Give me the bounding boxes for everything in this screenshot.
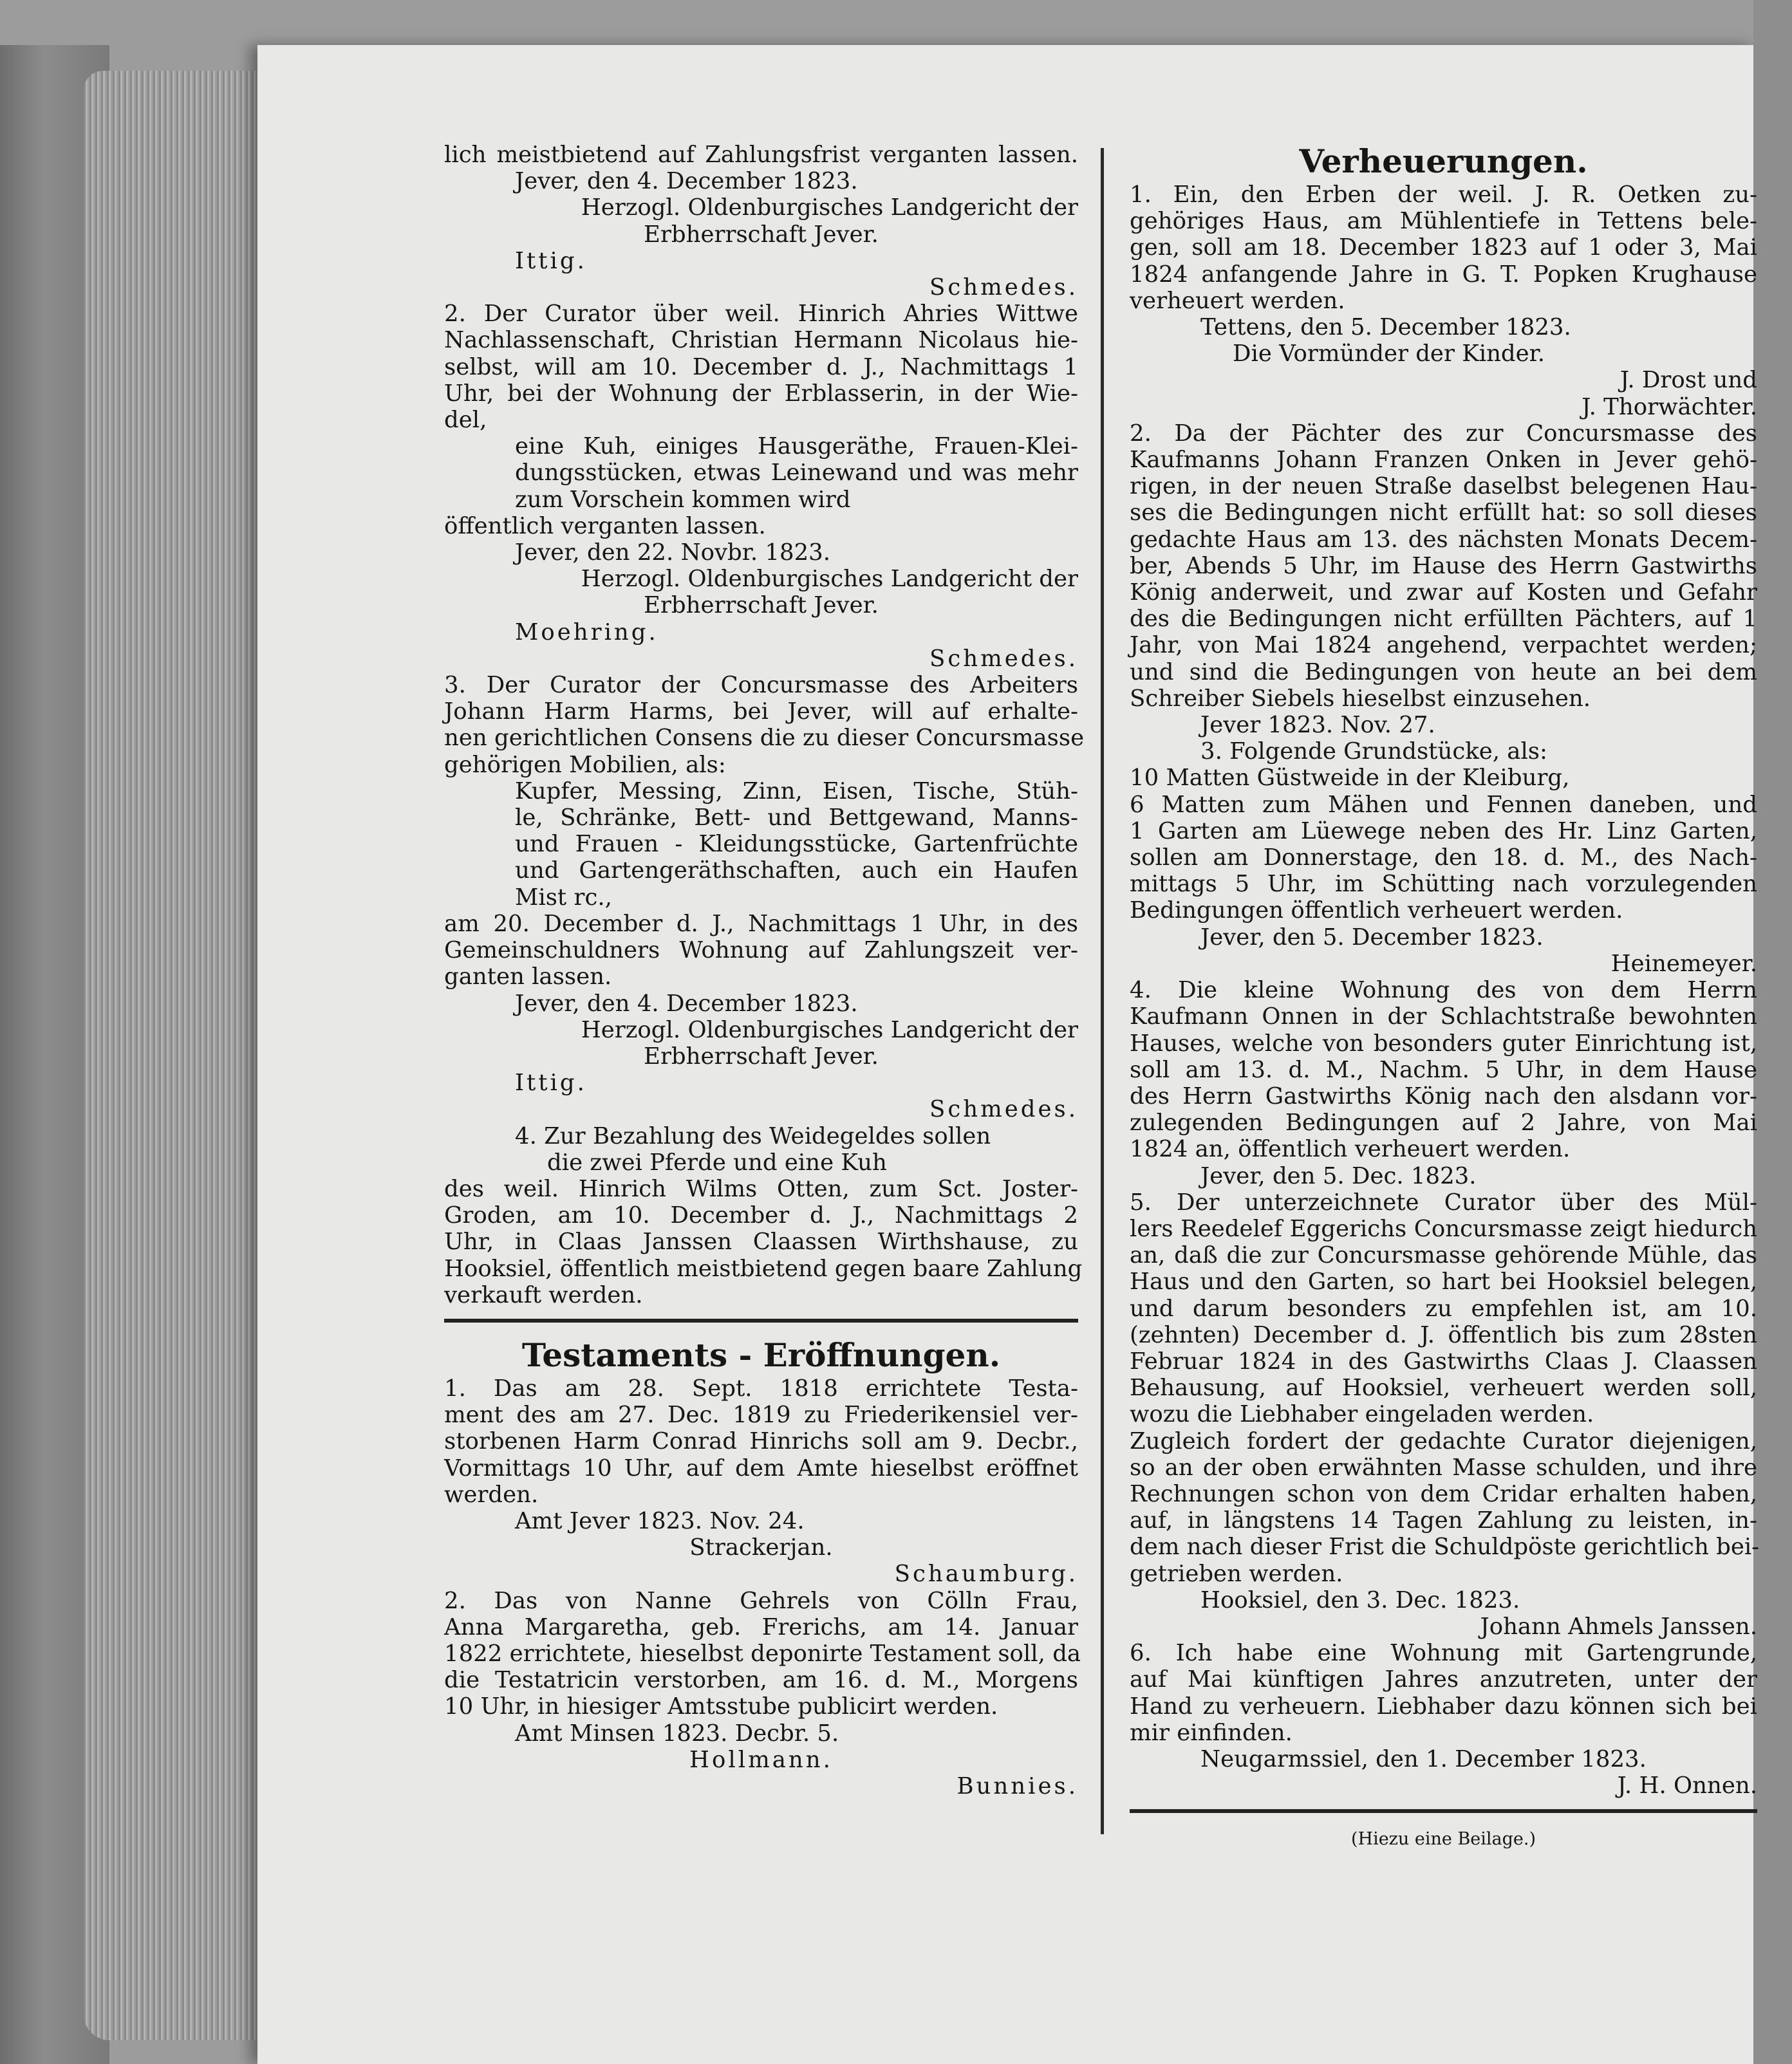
text-line: am 20. December d. J., Nachmittags 1 Uhr, in des (444, 910, 1078, 937)
text-line: J. H. Onnen. (1617, 1772, 1757, 1799)
text-line: dem nach dieser Frist die Schuldpöste gerichtlich bei- (1130, 1534, 1760, 1561)
text-line: Februar 1824 in des Gastwirths Claas J. Claassen (1130, 1348, 1757, 1375)
section-divider (444, 1319, 1078, 1323)
text-line: 1 Garten am Lüewege neben des Hr. Linz Garten, (1130, 817, 1757, 844)
testament-notices (444, 1375, 1081, 1799)
text-line: Herzogl. Oldenburgisches Landgericht der (581, 566, 1078, 593)
text-line: so an der oben erwähnten Masse schulden, und ihre (1130, 1454, 1757, 1481)
text-line: 2. Der Curator über weil. Hinrich Ahries Wittwe (444, 301, 1078, 328)
text-line: Hooksiel, öffentlich meistbietend gegen baare Zahlung (444, 1255, 1083, 1282)
text-line: Herzogl. Oldenburgisches Landgericht der (581, 1016, 1078, 1043)
text-line: Erbherrschaft Jever. (644, 221, 879, 248)
text-line: verheuert werden. (1130, 287, 1345, 314)
text-line: 2. Das von Nanne Gehrels von Cölln Frau, (444, 1587, 1078, 1614)
text-line: Neugarmssiel, den 1. December 1823. (1200, 1745, 1647, 1772)
text-line: werden. (444, 1481, 539, 1508)
text-line: auf Mai künftigen Jahres anzutreten, unter der (1130, 1666, 1757, 1693)
text-line: Vormittags 10 Uhr, auf dem Amte hieselbst eröffnet (444, 1455, 1078, 1482)
text-line: (zehnten) December d. J. öffentlich bis zum 28sten (1130, 1321, 1757, 1348)
text-line: le, Schränke, Bett- und Bettgewand, Manns- (515, 804, 1078, 832)
text-line: del, (444, 407, 487, 434)
text-line: des Herrn Gastwirths König nach den alsdann vor- (1130, 1083, 1757, 1110)
page-edges (84, 71, 270, 2040)
text-line: Behausung, auf Hooksiel, verheuert werden soll, (1130, 1375, 1757, 1402)
text-line: Herzogl. Oldenburgisches Landgericht der (581, 194, 1078, 221)
text-line: 1. Ein, den Erben der weil. J. R. Oetken zu- (1130, 181, 1757, 208)
text-line: an, daß die zur Concursmasse gehörende Mühle, das (1130, 1242, 1757, 1269)
text-line: Kupfer, Messing, Zinn, Eisen, Tische, Stüh- (515, 777, 1078, 804)
text-line: verkauft werden. (444, 1281, 643, 1308)
text-line: 10 Uhr, in hiesiger Amtsstube publicirt werden. (444, 1693, 998, 1720)
text-line: des die Bedingungen nicht erfüllten Pächters, auf 1 (1130, 606, 1757, 633)
text-line: Uhr, in Claas Janssen Claassen Wirthshause, zu (444, 1229, 1078, 1256)
text-line: 4. Die kleine Wohnung des von dem Herrn (1130, 977, 1757, 1004)
text-line: Heinemeyer. (1610, 950, 1757, 977)
text-line: Schmedes. (929, 645, 1078, 672)
text-line: 4. Zur Bezahlung des Weidegeldes sollen (515, 1122, 991, 1149)
text-line: Mist rc., (515, 884, 612, 911)
text-line: 3. Der Curator der Concursmasse des Arbeiters (444, 672, 1078, 699)
text-line: ment des am 27. Dec. 1819 zu Friederikensiel ver- (444, 1402, 1078, 1429)
right-column (1130, 142, 1760, 1853)
text-line: und Gartengeräthschaften, auch ein Haufen (515, 857, 1078, 884)
text-line: Schreiber Siebels hieselbst einzusehen. (1130, 685, 1591, 712)
text-line: 6. Ich habe eine Wohnung mit Gartengrunde, (1130, 1640, 1757, 1667)
text-line: nen gerichtlichen Consens die zu dieser Concursmasse (444, 725, 1085, 752)
text-line: Erbherrschaft Jever. (644, 592, 879, 619)
text-line: Kaufmanns Johann Franzen Onken in Jever gehö- (1130, 447, 1757, 474)
text-line: J. Drost und (1619, 367, 1757, 394)
text-line: Uhr, bei der Wohnung der Erblasserin, in der Wie- (444, 380, 1078, 407)
text-line: Haus und den Garten, so hart bei Hooksiel belegen, (1130, 1269, 1757, 1296)
text-line: 6 Matten zum Mähen und Fennen daneben, und (1130, 791, 1757, 818)
text-line: 1. Das am 28. Sept. 1818 errichtete Testa- (444, 1375, 1078, 1402)
text-line: Erbherrschaft Jever. (644, 1043, 879, 1070)
text-line: Strackerjan. (689, 1534, 833, 1561)
text-line: eine Kuh, einiges Hausgeräthe, Frauen-Klei- (515, 433, 1078, 460)
left-notices (444, 142, 1085, 1308)
text-line: zulegenden Bedingungen auf 2 Jahre, von Mai (1130, 1110, 1757, 1137)
text-line: 1824 an, öffentlich verheuert werden. (1130, 1136, 1571, 1163)
text-line: und sind die Bedingungen von heute an bei dem (1130, 658, 1757, 685)
text-line: mir einfinden. (1130, 1719, 1293, 1746)
text-line: gedachte Haus am 13. des nächsten Monats Decem- (1130, 526, 1757, 553)
text-line: lers Reedelef Eggerichs Concursmasse zeigt hiedurch (1130, 1215, 1757, 1242)
text-line: sollen am Donnerstage, den 18. d. M., des Nach- (1130, 844, 1757, 871)
text-line: zum Vorschein kommen wird (515, 486, 851, 513)
text-line: gehöriges Haus, am Mühlentiefe in Tettens bele- (1130, 208, 1757, 235)
text-line: gen, soll am 18. December 1823 auf 1 oder 3, Mai (1130, 234, 1757, 261)
text-line: ber, Abends 5 Uhr, im Hause des Herrn Gastwirths (1130, 552, 1757, 579)
text-line: lich meistbietend auf Zahlungsfrist verganten lassen. (444, 142, 1078, 168)
text-line: 1822 errichtete, hieselbst deponirte Testament soll, da (444, 1640, 1081, 1667)
text-line: König anderweit, und zwar auf Kosten und Gefahr (1130, 579, 1757, 606)
text-line: Moehring. (515, 618, 658, 646)
text-line: Hooksiel, den 3. Dec. 1823. (1200, 1586, 1520, 1613)
section-heading-testaments: Testaments - Eröffnungen. (521, 1335, 1001, 1374)
text-line: selbst, will am 10. December d. J., Nachmittags 1 (444, 353, 1078, 380)
text-line: Hand zu verheuern. Liebhaber dazu können sich bei (1130, 1693, 1757, 1720)
text-line: Jever, den 4. December 1823. (515, 990, 858, 1017)
text-line: Nachlassenschaft, Christian Hermann Nicolaus hie- (444, 327, 1078, 354)
text-line: 1824 anfangende Jahre in G. T. Popken Krughause (1130, 261, 1757, 288)
text-line: Jever 1823. Nov. 27. (1200, 712, 1435, 739)
text-line: Groden, am 10. December d. J., Nachmittags 2 (444, 1202, 1078, 1229)
left-column (444, 142, 1085, 1799)
text-line: mittags 5 Uhr, im Schütting nach vorzulegenden (1130, 871, 1757, 898)
text-line: Bedingungen öffentlich verheuert werden. (1130, 897, 1623, 924)
rental-notices (1130, 181, 1760, 1799)
text-line: Zugleich fordert der gedachte Curator diejenigen, (1130, 1427, 1757, 1455)
text-line: und darum besonders zu empfehlen ist, am 10. (1130, 1295, 1757, 1322)
text-line: Jever, den 5. December 1823. (1200, 924, 1544, 951)
text-line: Bunnies. (957, 1772, 1078, 1799)
text-line: Johann Harm Harms, bei Jever, will auf erhalte- (444, 698, 1078, 725)
text-line: Ittig. (515, 247, 587, 274)
text-line: 2. Da der Pächter des zur Concursmasse des (1130, 420, 1757, 447)
text-line: auf, in längstens 14 Tagen Zahlung zu leisten, in- (1130, 1507, 1757, 1534)
text-line: öffentlich verganten lassen. (444, 512, 766, 539)
text-line: 3. Folgende Grundstücke, als: (1200, 738, 1547, 765)
text-line: storbenen Harm Conrad Hinrichs soll am 9. Decbr., (444, 1428, 1078, 1455)
end-rule (1130, 1809, 1757, 1813)
text-line: Jever, den 22. Novbr. 1823. (515, 539, 831, 566)
text-line: Die Vormünder der Kinder. (1233, 340, 1545, 367)
text-line: wozu die Liebhaber eingeladen werden. (1130, 1401, 1594, 1428)
supplement-note: (Hiezu eine Beilage.) (1350, 1829, 1536, 1850)
text-line: Johann Ahmels Janssen. (1480, 1613, 1757, 1640)
text-line: Anna Margaretha, geb. Frerichs, am 14. Januar (444, 1613, 1078, 1641)
text-line: Ittig. (515, 1070, 587, 1097)
text-line: rigen, in der neuen Straße daselbst belegenen Hau- (1130, 473, 1757, 500)
text-line: die Testatricin verstorben, am 16. d. M., Morgens (444, 1667, 1078, 1694)
text-line: J. Thorwächter. (1582, 393, 1757, 420)
text-line: Amt Minsen 1823. Decbr. 5. (515, 1720, 839, 1747)
text-line: ses die Bedingungen nicht erfüllt hat: so soll dieses (1130, 499, 1757, 526)
text-line: Schmedes. (929, 274, 1078, 301)
text-line: 10 Matten Güstweide in der Kleiburg, (1130, 765, 1570, 792)
text-line: Jever, den 5. Dec. 1823. (1200, 1162, 1477, 1189)
text-line: Hauses, welche von besonders guter Einrichtung ist, (1130, 1030, 1757, 1057)
text-line: und Frauen - Kleidungsstücke, Gartenfrüchte (515, 831, 1078, 858)
column-rule (1101, 148, 1104, 1834)
text-line: gehörigen Mobilien, als: (444, 751, 726, 778)
next-page-edge (1753, 0, 1792, 2064)
text-line: Jahr, von Mai 1824 angehend, verpachtet werden; (1130, 632, 1757, 659)
text-line: ganten lassen. (444, 963, 612, 990)
text-line: des weil. Hinrich Wilms Otten, zum Sct. Joster- (444, 1175, 1078, 1202)
text-line: Gemeinschuldners Wohnung auf Zahlungszeit ver- (444, 937, 1078, 964)
text-line: Schmedes. (929, 1096, 1078, 1123)
section-heading-verheuerungen: Verheuerungen. (1299, 142, 1588, 180)
text-line: Hollmann. (689, 1746, 833, 1773)
text-line: Schaumburg. (894, 1561, 1078, 1588)
text-line: getrieben werden. (1130, 1560, 1343, 1587)
text-line: Tettens, den 5. December 1823. (1200, 314, 1571, 341)
text-line: 5. Der unterzeichnete Curator über des Mül- (1130, 1189, 1757, 1216)
text-line: Jever, den 4. December 1823. (515, 168, 858, 195)
text-line: Rechnungen schon von dem Cridar erhalten haben, (1130, 1480, 1757, 1507)
text-line: Kaufmann Onnen in der Schlachtstraße bewohnten (1130, 1003, 1757, 1030)
text-line: Amt Jever 1823. Nov. 24. (515, 1507, 805, 1534)
text-line: dungsstücken, etwas Leinewand und was mehr (515, 460, 1078, 487)
text-line: die zwei Pferde und eine Kuh (547, 1149, 887, 1176)
text-line: soll am 13. d. M., Nachm. 5 Uhr, in dem Hause (1130, 1056, 1757, 1083)
